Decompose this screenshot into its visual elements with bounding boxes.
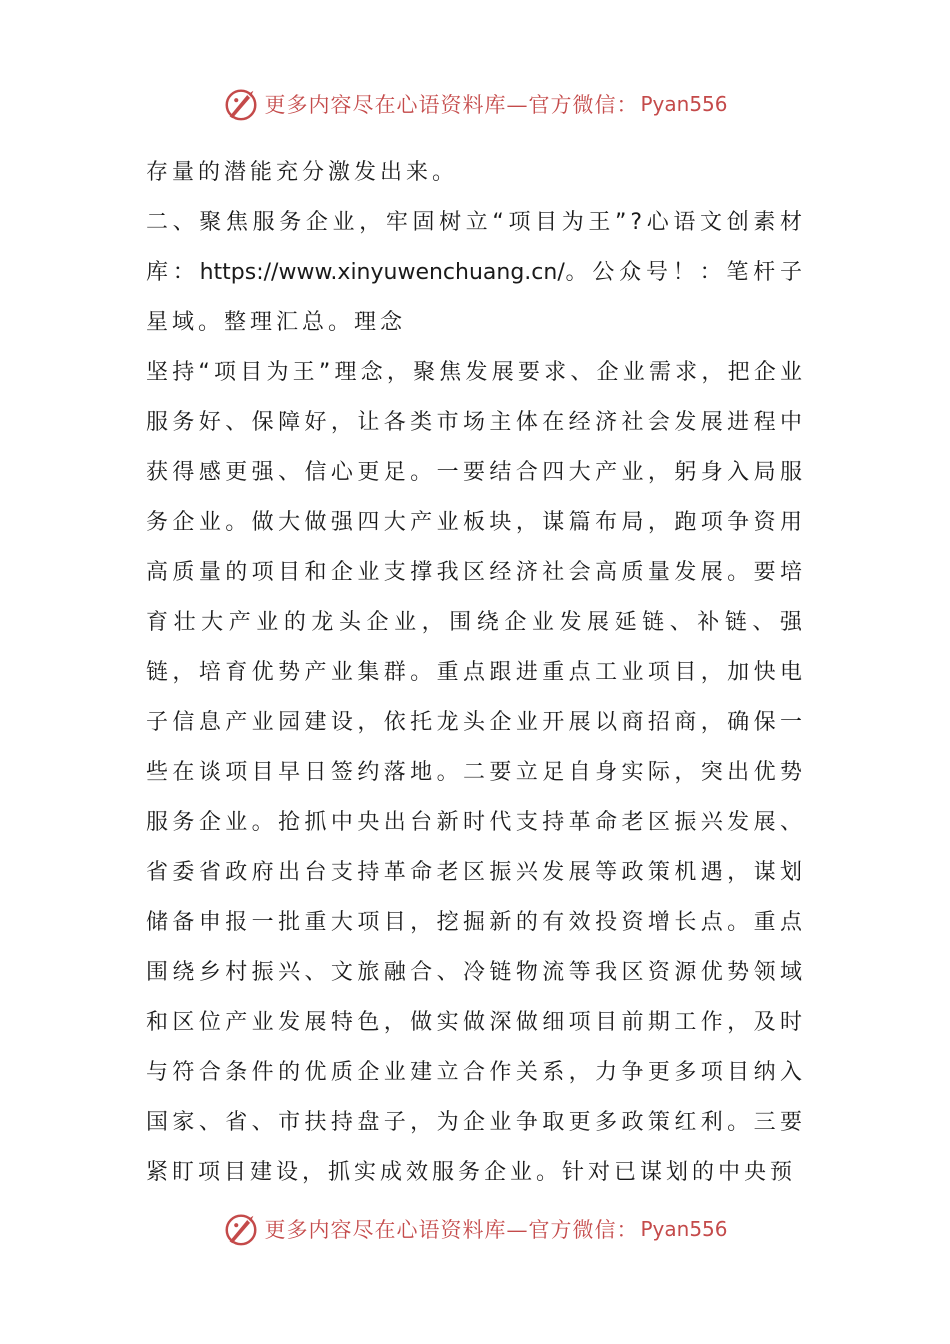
paragraph-2-text-a: 二、聚焦服务企业，牢固树立“项目为王”?心语文创素材库： xyxy=(146,210,806,285)
banner-wechat-id: Pyan556 xyxy=(640,92,728,116)
paragraph-1: 存量的潜能充分激发出来。 xyxy=(146,160,459,185)
footer-banner xyxy=(0,1207,950,1251)
pen-logo-icon xyxy=(222,1210,260,1248)
paragraph-2-text-b: 。公众号！：笔杆子星域。整理汇总。理念 xyxy=(146,260,806,335)
banner-slogan: 更多内容尽在心语资料库—官方微信： xyxy=(264,1218,639,1242)
banner-wechat-id: Pyan556 xyxy=(640,1217,728,1241)
header-banner xyxy=(0,82,950,126)
document-body xyxy=(146,148,806,1198)
paragraph-2-url: https://www.xinyuwenchuang.cn/ xyxy=(199,260,565,285)
paragraph-3: 坚持“项目为王”理念，聚焦发展要求、企业需求，把企业服务好、保障好，让各类市场主体在经济社会发展进程中获得感更强、信心更足。一要结合四大产业，躬身入局服务企业。做大做强四大产业板块，谋篇布局，跑项争资用高质量的项目和企业支撑我区经济社会高质量发展。要培育壮大产业的龙头企业，围绕企业发展延链、补链、强链，培育优势产业集群。重点跟进重点工业项目，加快电子信息产业园建设，依托龙头企业开展以商招商，确保一些在谈项目早日签约落地。二要立足自身实际，突出优势服务企业。抢抓中央出台新时代支持革命老区振兴发展、省委省政府出台支持革命老区振兴发展等政策机遇，谋划储备申报一批重大项目，挖掘新的有效投资增长点。重点围绕乡村振兴、文旅融合、冷链物流等我区资源优势领域和区位产业发展特色，做实做深做细项目前期工作，及时与符合条件的优质企业建立合作关系，力争更多项目纳入国家、省、市扶持盘子，为企业争取更多政策红利。三要紧盯项目建设，抓实成效服务企业。针对已谋划的中央预 xyxy=(146,360,806,1185)
banner-slogan: 更多内容尽在心语资料库—官方微信： xyxy=(264,93,639,117)
paragraph-2 xyxy=(146,198,806,348)
pen-logo-icon xyxy=(222,85,260,123)
